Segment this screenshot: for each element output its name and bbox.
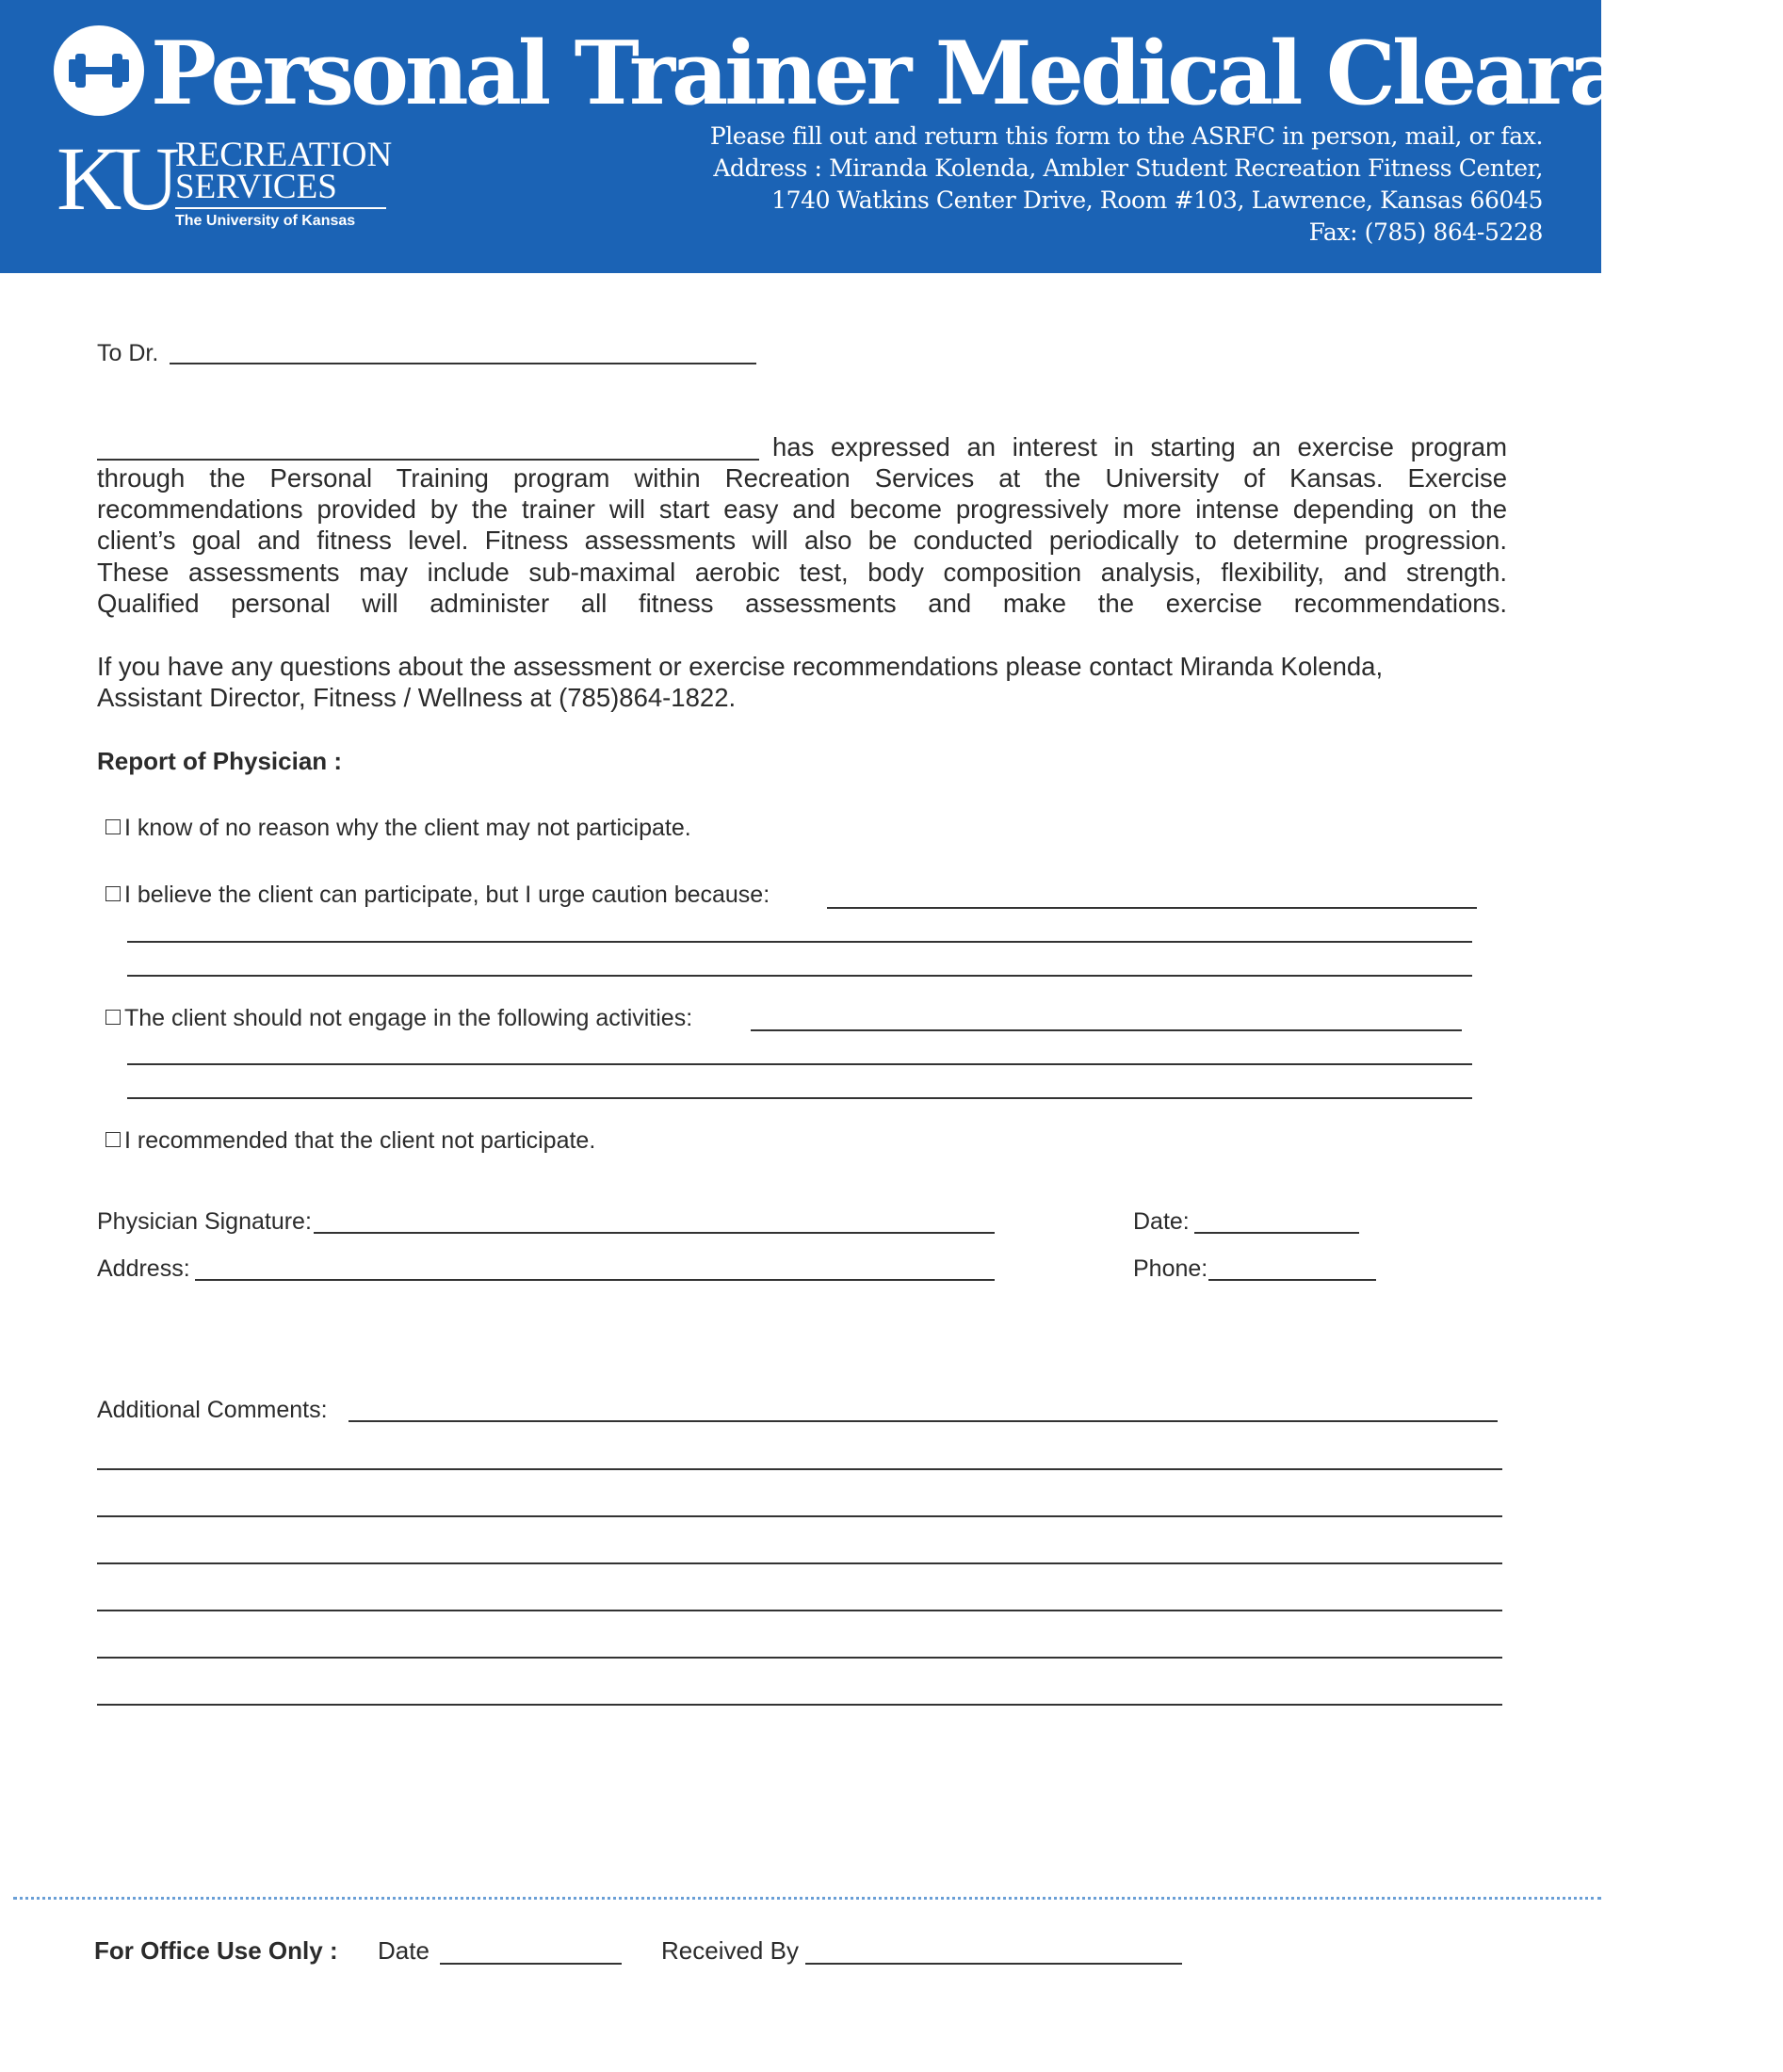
page-title: Personal Trainer Medical Clearance bbox=[151, 22, 1783, 124]
phone-label: Phone: bbox=[1133, 1255, 1208, 1282]
office-received-by-field[interactable] bbox=[805, 1963, 1182, 1965]
office-date-label: Date bbox=[378, 1936, 430, 1965]
intro-line-3: recommendations provided by the trainer will start easy and become progressively more intense depending on the bbox=[97, 494, 1507, 524]
contact-paragraph-line-1: If you have any questions about the assessment or exercise recommendations please contact Miranda Kolenda, bbox=[97, 652, 1384, 681]
comments-field-2[interactable] bbox=[97, 1468, 1502, 1470]
comments-field-7[interactable] bbox=[97, 1704, 1502, 1706]
office-use-label: For Office Use Only : bbox=[94, 1936, 338, 1965]
logo-divider bbox=[175, 207, 386, 209]
physician-signature-label: Physician Signature: bbox=[97, 1208, 312, 1235]
cut-line-divider bbox=[13, 1897, 1601, 1900]
contact-instructions: Please fill out and return this form to the ASRFC in person, mail, or fax. bbox=[709, 122, 1543, 150]
contact-address-line1: Address : Miranda Kolenda, Ambler Student Recreation Fitness Center, bbox=[713, 154, 1543, 182]
caution-reason-field-1[interactable] bbox=[827, 907, 1477, 909]
contact-paragraph-line-2: Assistant Director, Fitness / Wellness at (785)864-1822. bbox=[97, 683, 737, 712]
option-no-reason-checkbox[interactable] bbox=[105, 819, 121, 834]
caution-reason-field-3[interactable] bbox=[127, 975, 1472, 977]
date-label: Date: bbox=[1133, 1208, 1190, 1235]
phone-field[interactable] bbox=[1208, 1279, 1376, 1281]
comments-field-3[interactable] bbox=[97, 1515, 1502, 1517]
option-restricted-activities-label: The client should not engage in the following activities: bbox=[124, 1005, 693, 1031]
client-name-field[interactable] bbox=[97, 459, 759, 461]
office-use-heading bbox=[94, 1936, 338, 1965]
ku-recreation-services-logo-text bbox=[175, 136, 393, 230]
comments-field-1[interactable] bbox=[348, 1420, 1498, 1422]
dumbbell-logo bbox=[54, 25, 144, 116]
address-field[interactable] bbox=[195, 1279, 995, 1281]
comments-field-4[interactable] bbox=[97, 1562, 1502, 1564]
option-caution-checkbox[interactable] bbox=[105, 886, 121, 901]
office-date-field[interactable] bbox=[440, 1963, 622, 1965]
contact-address-line2: 1740 Watkins Center Drive, Room #103, Lawrence, Kansas 66045 bbox=[771, 186, 1543, 214]
option-caution-label: I believe the client can participate, but I urge caution because: bbox=[124, 882, 770, 908]
to-dr-field[interactable] bbox=[170, 363, 756, 364]
restricted-activities-field-2[interactable] bbox=[127, 1063, 1472, 1065]
intro-line-5: These assessments may include sub-maximal aerobic test, body composition analysis, flexibility, and strength. bbox=[97, 558, 1507, 587]
intro-line-4: client’s goal and fitness level. Fitness assessments will also be conducted periodically to determine progression. bbox=[97, 526, 1507, 555]
office-received-by-label: Received By bbox=[661, 1936, 799, 1965]
intro-line-2: through the Personal Training program within Recreation Services at the University of Kansas. Exercise bbox=[97, 463, 1507, 493]
restricted-activities-field-1[interactable] bbox=[751, 1029, 1462, 1031]
additional-comments-label: Additional Comments: bbox=[97, 1397, 328, 1423]
option-no-reason bbox=[105, 814, 691, 842]
option-not-participate-checkbox[interactable] bbox=[105, 1132, 121, 1147]
header-banner bbox=[0, 0, 1783, 273]
dumbbell-icon bbox=[54, 25, 144, 116]
physician-signature-field[interactable] bbox=[314, 1232, 995, 1234]
date-field[interactable] bbox=[1194, 1232, 1359, 1234]
option-no-reason-label: I know of no reason why the client may not participate. bbox=[124, 815, 691, 841]
address-label: Address: bbox=[97, 1255, 190, 1282]
option-not-participate bbox=[105, 1126, 595, 1155]
option-not-participate-label: I recommended that the client not participate. bbox=[124, 1127, 596, 1154]
option-caution bbox=[105, 881, 770, 909]
contact-info bbox=[710, 121, 1543, 249]
ku-logo: KU bbox=[57, 128, 172, 229]
intro-line-6: Qualified personal will administer all fitness assessments and make the exercise recommendations. bbox=[97, 589, 1507, 618]
to-dr-label: To Dr. bbox=[97, 340, 159, 366]
logo-line-university: The University of Kansas bbox=[175, 213, 356, 229]
option-restricted-activities bbox=[105, 1004, 692, 1032]
report-heading: Report of Physician : bbox=[97, 747, 343, 775]
comments-field-5[interactable] bbox=[97, 1610, 1502, 1611]
option-restricted-activities-checkbox[interactable] bbox=[105, 1010, 121, 1025]
logo-line-services: SERVICES bbox=[175, 168, 337, 206]
intro-line-1: has expressed an interest in starting an exercise program bbox=[772, 432, 1507, 461]
logo-line-recreation: RECREATION bbox=[175, 136, 393, 174]
comments-field-6[interactable] bbox=[97, 1657, 1502, 1659]
caution-reason-field-2[interactable] bbox=[127, 941, 1472, 943]
contact-fax: Fax: (785) 864-5228 bbox=[1308, 219, 1543, 246]
restricted-activities-field-3[interactable] bbox=[127, 1097, 1472, 1099]
